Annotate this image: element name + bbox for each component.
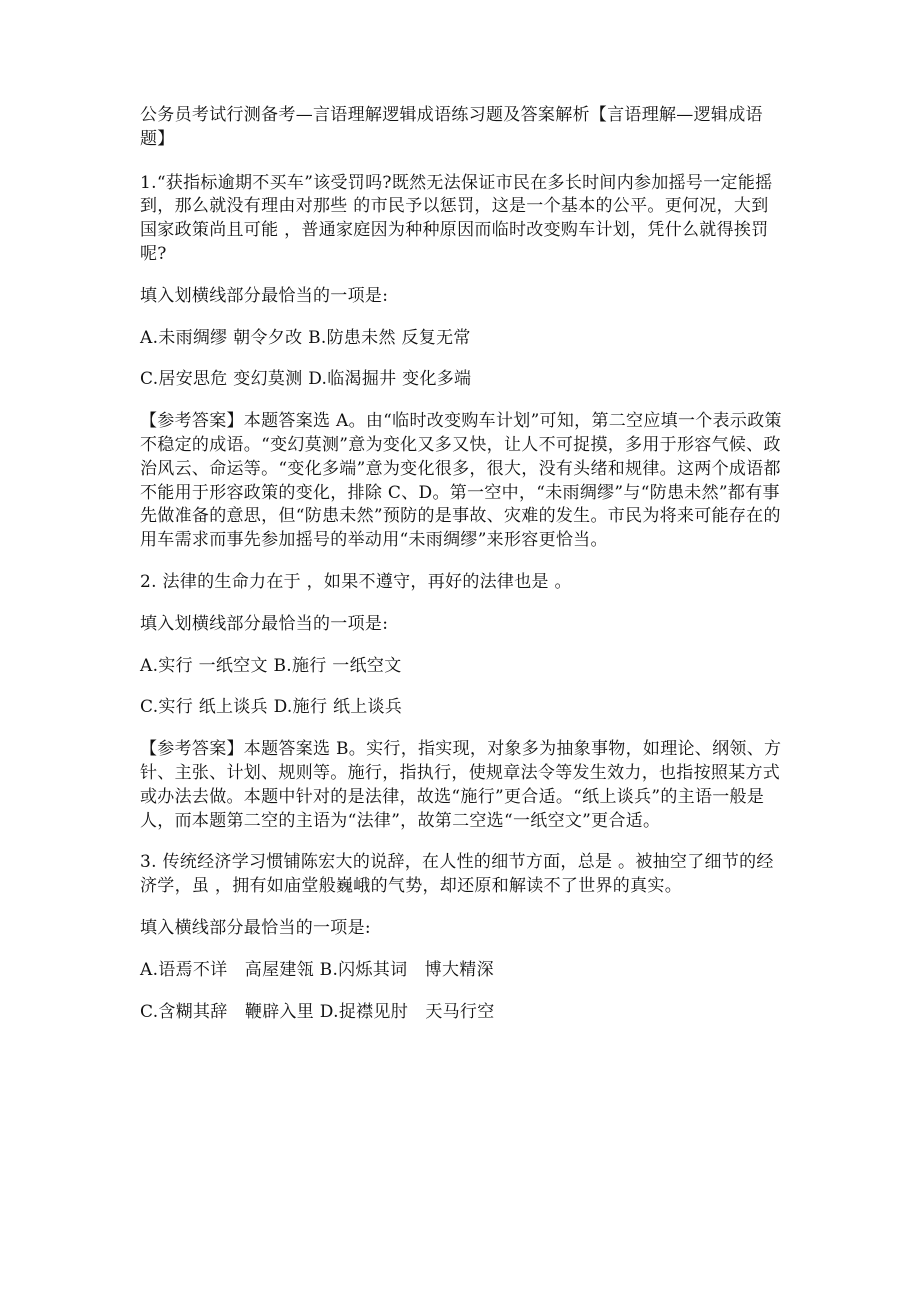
question-3-options-cd: C.含糊其辞 鞭辟入里 D.捉襟见肘 天马行空	[140, 1001, 495, 1022]
question-1-stem: 1.“获指标逾期不买车”该受罚吗?既然无法保证市民在多长时间内参加摇号一定能摇到，那么就没有理由对那些 的市民予以惩罚，这是一个基本的公平。更何况，大到国家政策尚且可能 ，普通家庭因为种种原因而临时改变购车计划，凭什么就得挨罚呢?	[140, 172, 773, 264]
document-page	[140, 104, 785, 1042]
question-3-options-ab: A.语焉不详 高屋建瓴 B.闪烁其词 博大精深	[140, 959, 494, 980]
question-1-options-cd: C.居安思危 变幻莫测 D.临渴掘井 变化多端	[140, 369, 472, 390]
question-1-answer: 【参考答案】本题答案选 A。由“临时改变购车计划”可知，第二空应填一个表示政策不稳定的成语。“变幻莫测”意为变化又多又快，让人不可捉摸，多用于形容气候、政治风云、命运等。“变化多端”意为变化很多，很大，没有头绪和规律。这两个成语都不能用于形容政策的变化，排除 C、D。第一空中，“未雨绸缪”与“防患未然”都有事先做准备的意思，但“防患未然”预防的是事故、灾难的发生。市民为将来可能存在的用车需求而事先参加摇号的举动用“未雨绸缪”来形容更恰当。	[140, 411, 782, 551]
question-3-stem: 3. 传统经济学习惯铺陈宏大的说辞，在人性的细节方面，总是 。被抽空了细节的经济学，虽 ，拥有如庙堂般巍峨的气势，却还原和解读不了世界的真实。	[140, 852, 774, 897]
question-2-options-cd: C.实行 纸上谈兵 D.施行 纸上谈兵	[140, 697, 403, 718]
question-3-instruction: 填入横线部分最恰当的一项是:	[140, 917, 371, 938]
question-1-options-ab: A.未雨绸缪 朝令夕改 B.防患未然 反复无常	[140, 327, 471, 348]
document-title: 公务员考试行测备考—言语理解逻辑成语练习题及答案解析【言语理解—逻辑成语题】	[140, 105, 763, 149]
question-2-options-ab: A.实行 一纸空文 B.施行 一纸空文	[140, 655, 402, 676]
question-2-answer: 【参考答案】本题答案选 B。实行，指实现，对象多为抽象事物，如理论、纲领、方针、主张、计划、规则等。施行，指执行，使规章法令等发生效力，也指按照某方式或办法去做。本题中针对的是法律，故选“施行”更合适。“纸上谈兵”的主语一般是人，而本题第二空的主语为“法律”，故第二空选“一纸空文”更合适。	[140, 739, 782, 831]
question-1-instruction: 填入划横线部分最恰当的一项是:	[140, 285, 389, 306]
question-2-instruction: 填入划横线部分最恰当的一项是:	[140, 613, 389, 634]
question-2-stem: 2. 法律的生命力在于 ，如果不遵守，再好的法律也是 。	[140, 571, 572, 592]
